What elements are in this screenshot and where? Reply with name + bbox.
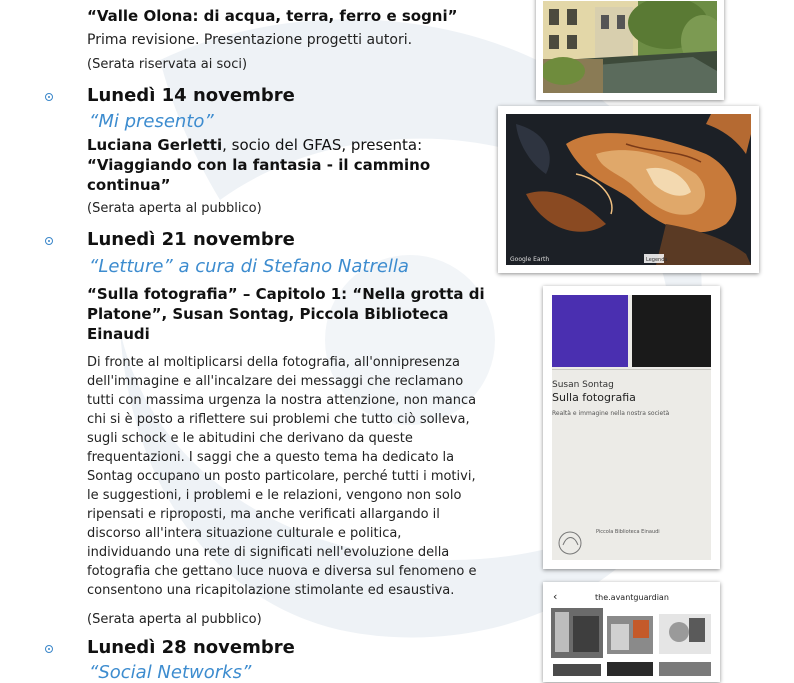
event-title-viaggiando: “Viaggiando con la fantasia - il cammino continua” xyxy=(87,156,431,194)
event-note: (Serata aperta al pubblico) xyxy=(87,612,262,627)
presenter-line xyxy=(87,135,422,155)
event-subtitle-letture: “Letture” a cura di Stefano Natrella xyxy=(89,256,409,277)
event-subtitle-mi-presento: “Mi presento” xyxy=(89,111,214,132)
presenter-suffix: , socio del GFAS, presenta: xyxy=(222,136,423,154)
photo-instagram xyxy=(543,582,720,682)
instagram-handle: the.avantguardian xyxy=(595,593,669,602)
book-series: Piccola Biblioteca Einaudi xyxy=(596,529,660,535)
bullet-icon xyxy=(45,93,53,101)
event-book-title: “Sulla fotografia” – Capitolo 1: “Nella grotta di Platone”, Susan Sontag, Piccola Biblioteca Einaudi xyxy=(87,285,485,343)
event-description-paragraph: Di fronte al moltiplicarsi della fotografia, all'onnipresenza dell'immagine e all'incalzare dei messaggi che reclamano tutti con massima urgenza la nostra attenzione, non manca chi si è posto a riflettere sui problemi che tutto ciò solleva, sugli schock e le abitudini che derivano da queste frequentazioni. I saggi che a questo tema ha dedicato la Sontag occupano un posto particolare, perché tutti i motivi, le suggestioni, i problemi e le relazioni, vengono non solo ripensati e riproposti, ma anche verificati allargando il discorso all'intera situazione culturale e politica, individuando una rete di significati nell'evoluzione della fotografia che gettano luce nuova e diversa sul fenomeno e consentono una ricapitolazione stimolante ed esaustiva. xyxy=(87,355,477,598)
event-subtitle-social-networks: “Social Networks” xyxy=(89,662,252,683)
book-author: Susan Sontag xyxy=(552,380,614,390)
photo-book-cover xyxy=(543,286,720,569)
event-title-valle-olona: “Valle Olona: di acqua, terra, ferro e sogni” xyxy=(87,7,458,25)
event-date-21-nov: Lunedì 21 novembre xyxy=(87,229,295,250)
bullet-icon xyxy=(45,645,53,653)
satellite-footer-left: Google Earth xyxy=(510,256,550,263)
book-subtitle: Realtà e immagine nella nostra società xyxy=(552,410,670,417)
event-description: Prima revisione. Presentazione progetti autori. xyxy=(87,32,413,48)
photo-satellite xyxy=(498,106,759,273)
instagram-back-icon: ‹ xyxy=(553,590,558,603)
satellite-footer-right: Legenda xyxy=(646,257,668,263)
bullet-icon xyxy=(45,237,53,245)
photo-valle-olona xyxy=(536,0,724,100)
event-date-28-nov: Lunedì 28 novembre xyxy=(87,637,295,658)
event-note: (Serata aperta al pubblico) xyxy=(87,201,262,216)
event-date-14-nov: Lunedì 14 novembre xyxy=(87,85,295,106)
book-title: Sulla fotografia xyxy=(552,391,636,404)
presenter-name: Luciana Gerletti xyxy=(87,136,223,154)
event-note: (Serata riservata ai soci) xyxy=(87,57,248,72)
